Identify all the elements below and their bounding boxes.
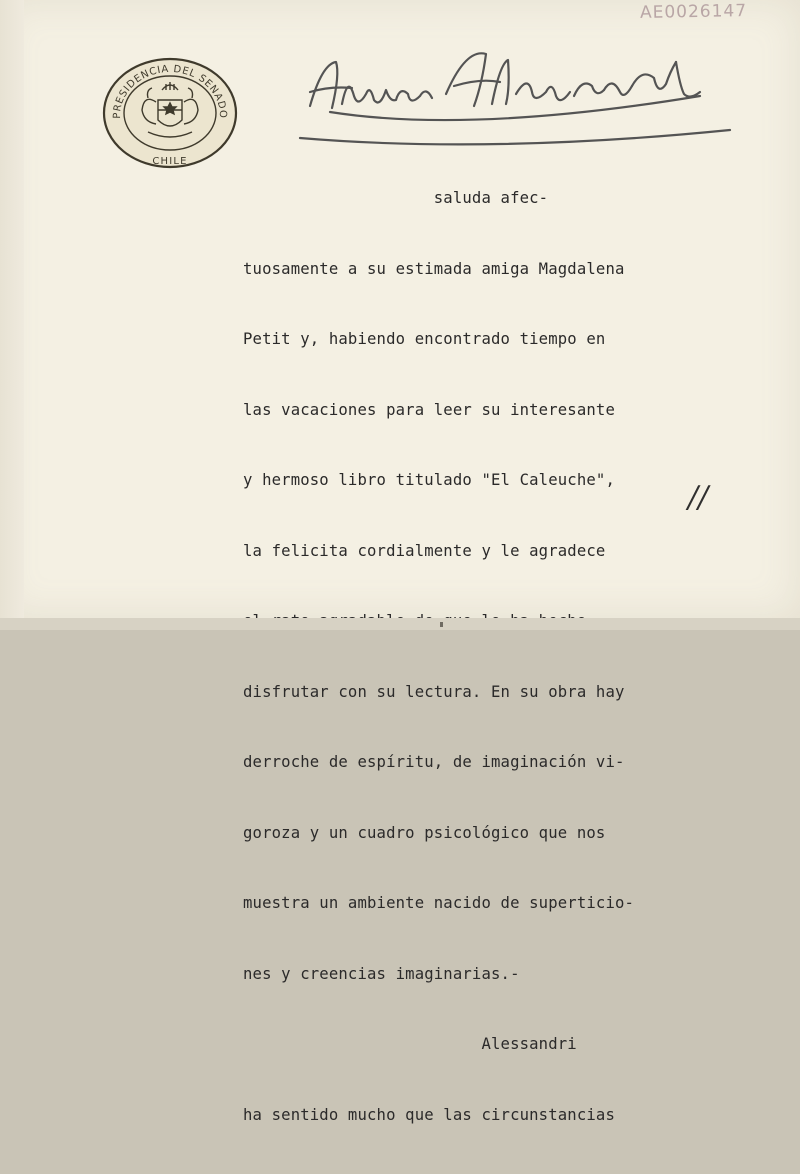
letter-line: Alessandri (243, 1035, 577, 1053)
letter-line: muestra un ambiente nacido de superticio- (243, 894, 635, 912)
letter-line: nes y creencias imaginarias.- (243, 964, 520, 983)
archive-code: AE0026147 (639, 1, 748, 23)
letter-body (243, 140, 800, 1174)
letter-line: tuosamente a su estimada amiga Magdalena (243, 259, 625, 278)
letter-line: ha sentido mucho que las circunstancias (243, 1105, 615, 1124)
scan-bottom-edge (0, 618, 800, 630)
letter-line: disfrutar con su lectura. En su obra hay (243, 682, 625, 701)
letter-line: la felicita cordialmente y le agradece (243, 541, 606, 560)
letter-line: goroza y un cuadro psicológico que nos (243, 823, 606, 842)
letter-line: y hermoso libro titulado "El Caleuche", (243, 471, 615, 489)
seal-ring-text: PRESIDENCIA DEL SENADO (111, 63, 229, 119)
letter-line: derroche de espíritu, de imaginación vi- (243, 753, 625, 771)
seal-bottom-text: CHILE (152, 156, 188, 167)
senate-seal (98, 54, 242, 172)
page-continuation-mark: // (688, 480, 709, 515)
signature-text: Arturo Alessandri (270, 34, 281, 35)
scan-tick-mark (440, 622, 443, 627)
letter-line: Petit y, habiendo encontrado tiempo en (243, 330, 606, 348)
letter-line: las vacaciones para leer su interesante (243, 400, 615, 419)
letter-line: saluda afec- (243, 189, 549, 207)
page-edge (0, 0, 24, 618)
